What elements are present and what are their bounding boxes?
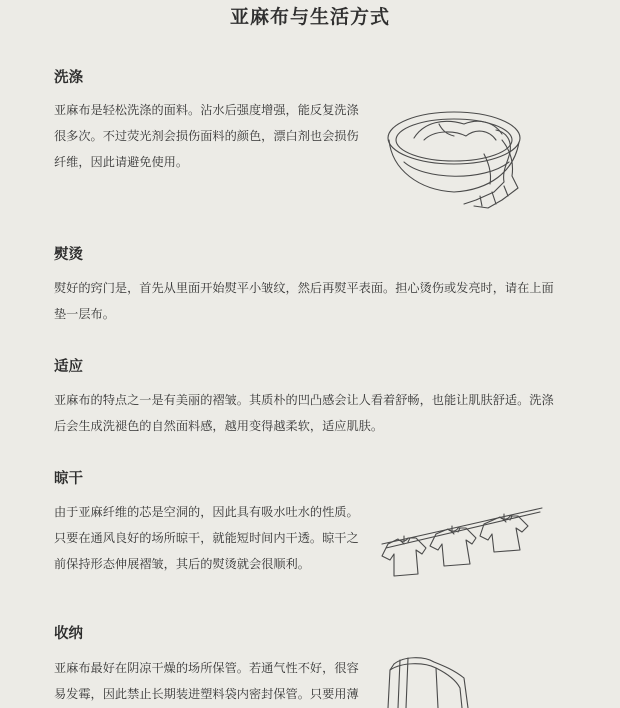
washing-basin-icon bbox=[384, 100, 554, 215]
text-line: 只要在通风良好的场所晾干，就能短时间内干透。晾干之 bbox=[54, 531, 359, 545]
text-line: 亚麻布的特点之一是有美丽的褶皱。其质朴的凹凸感会让人看着舒畅，也能让肌肤舒适。洗涤 bbox=[54, 393, 554, 407]
section-heading-adapting: 适应 bbox=[54, 359, 83, 375]
section-heading-ironing: 熨烫 bbox=[54, 247, 83, 263]
section-heading-storage: 收纳 bbox=[54, 626, 83, 642]
text-line: 前保持形态伸展褶皱，其后的熨烫就会很顺利。 bbox=[54, 557, 310, 571]
section-heading-drying: 晾干 bbox=[54, 471, 83, 487]
text-line: 熨好的窍门是，首先从里面开始熨平小皱纹，然后再熨平表面。担心烫伤或发亮时，请在上面 bbox=[54, 281, 554, 295]
text-line: 很多次。不过荧光剂会损伤面料的颜色，漂白剂也会损伤 bbox=[54, 129, 359, 143]
text-line: 由于亚麻纤维的芯是空洞的，因此具有吸水吐水的性质。 bbox=[54, 505, 359, 519]
section-body-ironing bbox=[54, 275, 554, 327]
text-line: 亚麻布最好在阴凉干燥的场所保管。若通气性不好，很容 bbox=[54, 661, 359, 675]
text-line: 垫一层布。 bbox=[54, 307, 115, 321]
section-body-storage bbox=[54, 655, 359, 707]
section-heading-washing: 洗涤 bbox=[54, 70, 83, 86]
section-body-washing bbox=[54, 97, 359, 175]
text-line: 亚麻布是轻松洗涤的面料。沾水后强度增强，能反复洗涤 bbox=[54, 103, 359, 117]
section-body-adapting bbox=[54, 387, 554, 439]
text-line: 纤维，因此请避免使用。 bbox=[54, 155, 189, 169]
folded-linen-icon bbox=[384, 654, 474, 708]
section-body-drying bbox=[54, 499, 359, 577]
text-line: 易发霉，因此禁止长期装进塑料袋内密封保管。只要用薄 bbox=[54, 687, 359, 701]
text-line: 后会生成洗褪色的自然面料感，越用变得越柔软，适应肌肤。 bbox=[54, 419, 384, 433]
page-title: 亚麻布与生活方式 bbox=[229, 6, 390, 28]
clothesline-icon bbox=[380, 504, 545, 584]
